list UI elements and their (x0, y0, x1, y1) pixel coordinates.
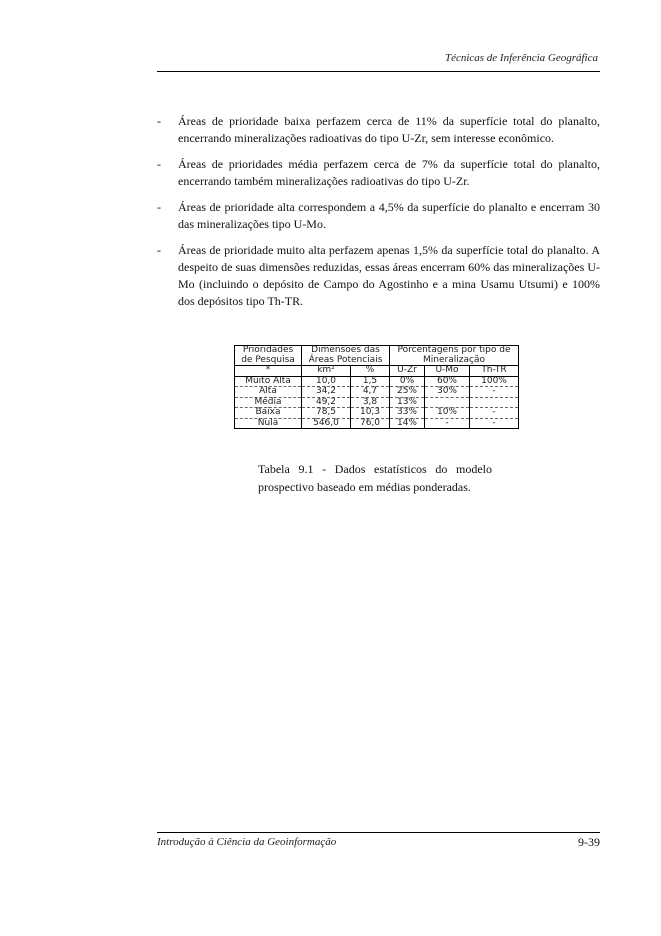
unit-cell: U-Mo (425, 366, 470, 377)
unit-cell: Th-TR (470, 366, 519, 377)
bullet-text: Áreas de prioridade alta correspondem a 4,5% da superfície do planalto e encerram 30 das mineralizações tipo U-Mo. (178, 200, 600, 231)
cell-area-percent: 10,3 (351, 408, 390, 419)
running-header-title: Técnicas de Inferência Geográfica (444, 52, 598, 64)
running-footer-title: Introdução à Ciência da Geoinformação (157, 836, 337, 848)
bullet-text: Áreas de prioridade muito alta perfazem apenas 1,5% da superfície total do planalto. A despeito de suas dimensões reduzidas, essas áreas encerram 60% das mineralizações U-Mo (incluindo o depósito de Campo do Agostinho e a mina Usamu Utsumi) e 100% dos depósitos tipo Th-TR. (178, 243, 600, 308)
cell-u-mo: 60% (425, 376, 470, 387)
cell-priority: Muito Alta (235, 376, 302, 387)
cell-u-zr: 33% (390, 408, 425, 419)
cell-area-km2: 78,5 (302, 408, 351, 419)
header-percentages: Porcentagens por tipo de Mineralização (390, 346, 519, 366)
cell-priority: Alta (235, 387, 302, 398)
footer-rule (157, 832, 600, 833)
header-priorities: Prioridades de Pesquisa (235, 346, 302, 366)
cell-area-percent: 76,0 (351, 418, 390, 429)
cell-priority: Média (235, 397, 302, 408)
header-rule (157, 71, 600, 72)
bullet-dash: - (157, 114, 161, 128)
cell-priority: Baixa (235, 408, 302, 419)
table-caption: Tabela 9.1 - Dados estatísticos do modelo prospectivo baseado em médias ponderadas. (258, 462, 492, 494)
bullet-text: Áreas de prioridade baixa perfazem cerca de 11% da superfície total do planalto, encerrando mineralizações radioativas do tipo U-Zr, sem interesse econômico. (178, 114, 600, 145)
bullet-item (157, 156, 600, 190)
cell-th-tr: - (470, 408, 519, 419)
cell-u-zr: 25% (390, 387, 425, 398)
cell-area-km2: 10,0 (302, 376, 351, 387)
cell-th-tr: - (470, 418, 519, 429)
cell-u-zr: 14% (390, 418, 425, 429)
bullet-item (157, 199, 600, 233)
header-dimensions: Dimensões das Áreas Potenciais (302, 346, 390, 366)
table-row (235, 376, 519, 387)
bullet-dash: - (157, 243, 161, 257)
page-number: 9-39 (578, 835, 600, 849)
table-row (235, 418, 519, 429)
unit-cell: % (351, 366, 390, 377)
cell-th-tr (470, 397, 519, 408)
table-row (235, 397, 519, 408)
bullet-dash: - (157, 200, 161, 214)
statistics-table (234, 345, 519, 429)
cell-u-zr: 0% (390, 376, 425, 387)
cell-u-zr: 13% (390, 397, 425, 408)
cell-area-percent: 4,7 (351, 387, 390, 398)
table-row (235, 387, 519, 398)
table-header-row (235, 346, 519, 366)
table-units-row (235, 366, 519, 377)
cell-area-km2: 49,2 (302, 397, 351, 408)
unit-cell: * (235, 366, 302, 377)
unit-cell: km² (302, 366, 351, 377)
cell-u-mo: 10% (425, 408, 470, 419)
table-row (235, 408, 519, 419)
bullet-list (157, 113, 600, 319)
bullet-dash: - (157, 157, 161, 171)
bullet-text: Áreas de prioridades média perfazem cerca de 7% da superfície total do planalto, encerrando também mineralizações radioativas do tipo U-Zr. (178, 157, 600, 188)
cell-priority: Nula (235, 418, 302, 429)
cell-u-mo (425, 397, 470, 408)
cell-area-percent: 3,8 (351, 397, 390, 408)
cell-area-percent: 1,5 (351, 376, 390, 387)
cell-th-tr: - (470, 387, 519, 398)
cell-area-km2: 546,0 (302, 418, 351, 429)
unit-cell: U-Zr (390, 366, 425, 377)
cell-u-mo: 30% (425, 387, 470, 398)
cell-area-km2: 34,2 (302, 387, 351, 398)
statistics-table-container (234, 345, 519, 429)
bullet-item (157, 242, 600, 310)
bullet-item (157, 113, 600, 147)
cell-th-tr: 100% (470, 376, 519, 387)
cell-u-mo: - (425, 418, 470, 429)
